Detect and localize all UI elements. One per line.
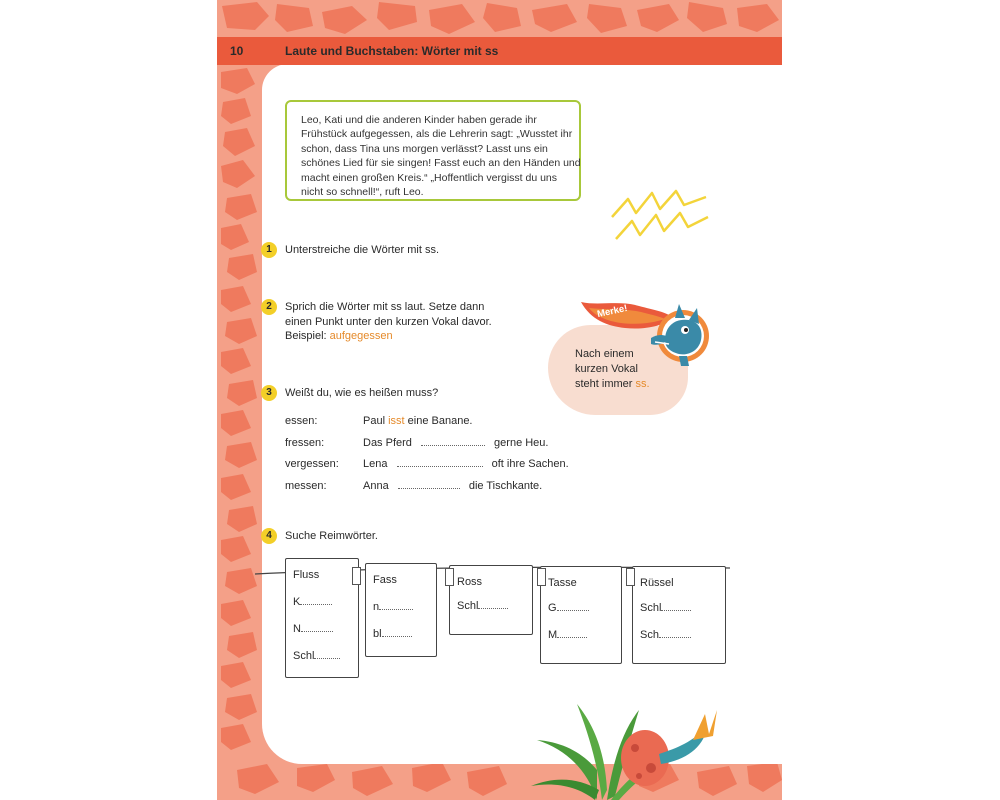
merke-highlight: ss.: [635, 378, 650, 390]
sentence-rest: oft ihre Sachen.: [491, 458, 569, 470]
task-1-instruction: Unterstreiche die Wörter mit ss.: [285, 244, 440, 256]
sentence-subject: Das Pferd: [363, 437, 412, 449]
rhyme-word: Rüssel: [640, 577, 674, 589]
task-2-example: [285, 329, 492, 344]
sentence-rest: die Tischkante.: [468, 480, 543, 492]
sentence-subject: Lena: [363, 458, 388, 470]
sentence-rest: eine Banane.: [407, 415, 473, 427]
task-3-instruction: Weißt du, wie es heißen muss?: [285, 387, 439, 399]
merke-line-2: kurzen Vokal: [575, 363, 638, 375]
verb-label: messen:: [285, 480, 327, 492]
rhyme-blank[interactable]: [457, 600, 508, 612]
rhyme-card: [365, 563, 437, 657]
clothespin-icon: [352, 567, 361, 585]
rhyme-blank[interactable]: [373, 628, 412, 640]
sentence-row: [363, 480, 542, 492]
blank-prefix: n: [373, 601, 380, 613]
merke-label: Merke!: [596, 302, 629, 321]
task-2-line-2: einen Punkt unter den kurzen Vokal davor.: [285, 315, 492, 328]
blank-prefix: Schl: [457, 600, 479, 612]
rhyme-blank[interactable]: [293, 596, 332, 608]
rhyme-card: [285, 558, 359, 678]
blank-prefix: M: [548, 629, 558, 641]
chapter-title: Laute und Buchstaben: Wörter mit ss: [285, 44, 499, 58]
rhyme-blank[interactable]: [640, 629, 691, 641]
rhyme-blank[interactable]: [293, 650, 340, 662]
rhyme-word: Ross: [457, 576, 483, 588]
rhyme-card: [540, 566, 622, 664]
answer-blank[interactable]: [398, 480, 460, 489]
task-number-2: 2: [261, 299, 277, 315]
task-4-instruction: Suche Reimwörter.: [285, 530, 378, 542]
task-number-1: 1: [261, 242, 277, 258]
clothespin-icon: [537, 568, 546, 586]
sentence-answer: isst: [388, 415, 405, 427]
clothespin-icon: [626, 568, 635, 586]
task-2-line-1: Sprich die Wörter mit ss laut. Setze dann: [285, 301, 485, 313]
story-box: [285, 100, 581, 201]
rhyme-blank[interactable]: [548, 629, 587, 641]
page-number: 10: [230, 44, 244, 58]
verb-label: essen:: [285, 415, 318, 427]
rhyme-word: Fluss: [293, 569, 320, 581]
sentence-row: [363, 437, 548, 449]
blank-prefix: bl: [373, 628, 382, 640]
blank-prefix: Sch: [640, 629, 659, 641]
example-label: Beispiel:: [285, 330, 330, 342]
merke-line-1: Nach einem: [575, 348, 634, 360]
answer-blank[interactable]: [421, 437, 485, 446]
sentence-row: [363, 415, 473, 427]
verb-label: fressen:: [285, 437, 325, 449]
blank-prefix: Schl: [640, 602, 662, 614]
example-word: aufgegessen: [329, 330, 393, 342]
workbook-page: [217, 0, 782, 800]
sentence-subject: Paul: [363, 415, 386, 427]
task-number-4: 4: [261, 528, 277, 544]
dragon-icon: [639, 300, 714, 370]
blank-prefix: G: [548, 602, 557, 614]
merke-text: [575, 347, 650, 392]
sentence-rest: gerne Heu.: [494, 437, 549, 449]
rhyme-card: [632, 566, 726, 664]
rhyme-blank[interactable]: [548, 602, 589, 614]
story-text: Leo, Kati und die anderen Kinder haben gerade ihr Frühstück aufgegessen, als die Lehrerin sagt: „Wusstet ihr schon, dass Tina uns morgen verlässt? Lasst uns ein schönes Lied für sie singen! Fasst euch an den Händen und macht einen großen Kreis.“ „Hoffentlich vergisst du uns nicht so schnell!“, ruft Leo.: [301, 114, 581, 199]
sentence-row: [363, 458, 569, 470]
task-2-instruction: [285, 300, 492, 344]
clothespin-icon: [445, 568, 454, 586]
rhyme-word: Tasse: [548, 577, 577, 589]
rhyme-blank[interactable]: [373, 601, 413, 613]
blank-prefix: K: [293, 596, 301, 608]
merke-line-3-prefix: steht immer: [575, 378, 636, 390]
rhyme-card: [449, 565, 533, 635]
rhyme-word: Fass: [373, 574, 397, 586]
rhyme-blank[interactable]: [293, 623, 333, 635]
rhyme-blank[interactable]: [640, 602, 691, 614]
task-number-3: 3: [261, 385, 277, 401]
sentence-subject: Anna: [363, 480, 389, 492]
blank-prefix: N: [293, 623, 301, 635]
plant-and-dragon-egg-icon: [527, 690, 717, 800]
merke-line-3: [575, 377, 650, 392]
answer-blank[interactable]: [397, 458, 483, 467]
zigzag-decoration-icon: [610, 187, 710, 247]
verb-label: vergessen:: [285, 458, 339, 470]
blank-prefix: Schl: [293, 650, 315, 662]
